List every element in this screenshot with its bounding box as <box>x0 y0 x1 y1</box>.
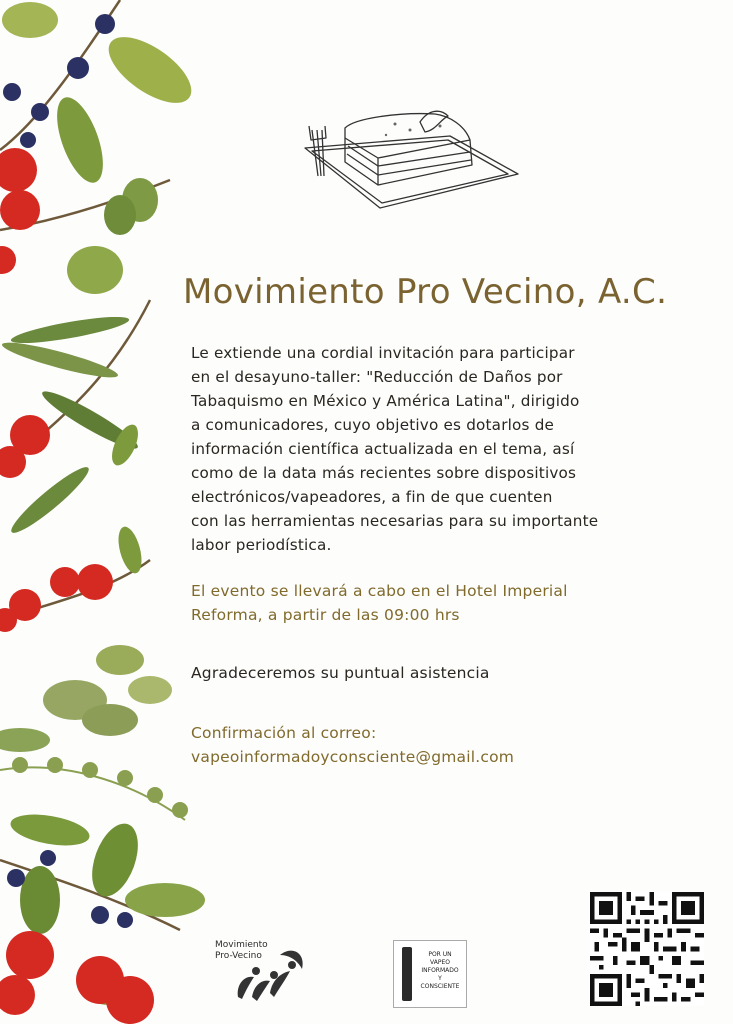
vape-device-icon <box>402 947 412 1001</box>
invitation-line: como de la data más recientes sobre dispositivos <box>191 464 577 482</box>
vapeo-informado-logo <box>393 940 467 1008</box>
confirmation-label: Confirmación al correo: <box>191 724 377 742</box>
invitation-line: información científica actualizada en el tema, así <box>191 440 575 458</box>
email-link[interactable]: vapeoinformadoyconsciente@gmail.com <box>191 748 515 766</box>
qr-code-icon[interactable] <box>590 892 704 1006</box>
invitation-line: Le extiende una cordial invitación para participar <box>191 344 575 362</box>
confirmation-block <box>191 721 661 769</box>
page-title: Movimiento Pro Vecino, A.C. <box>183 272 668 312</box>
logo-text-line: Pro-Vecino <box>215 951 262 961</box>
movimiento-pro-vecino-logo <box>210 935 310 1005</box>
invitation-line: Tabaquismo en México y América Latina", dirigido <box>191 392 580 410</box>
event-details <box>191 579 661 627</box>
invitation-paragraph <box>191 341 661 557</box>
logo-text-line: Y <box>438 975 442 982</box>
invitation-line: a comunicadores, cuyo objetivo es dotarlos de <box>191 416 555 434</box>
logo-text-line: POR UN <box>428 951 452 958</box>
people-icon <box>210 935 310 1005</box>
invitation-line: labor periodística. <box>191 536 332 554</box>
invitation-line: en el desayuno-taller: "Reducción de Daños por <box>191 368 563 386</box>
logo-text-line: INFORMADO <box>421 967 459 974</box>
invitation-line: electrónicos/vapeadores, a fin de que cuenten <box>191 488 553 506</box>
logo-text-line: VAPEO <box>430 959 450 966</box>
event-line: El evento se llevará a cabo en el Hotel Imperial <box>191 582 568 600</box>
breakfast-illustration <box>300 100 525 220</box>
invitation-line: con las herramientas necesarias para su importante <box>191 512 599 530</box>
closing-message: Agradeceremos su puntual asistencia <box>191 664 490 682</box>
logo-text-line: Movimiento <box>215 940 268 950</box>
logo-text-line: CONSCIENTE <box>420 983 460 990</box>
event-line: Reforma, a partir de las 09:00 hrs <box>191 606 460 624</box>
